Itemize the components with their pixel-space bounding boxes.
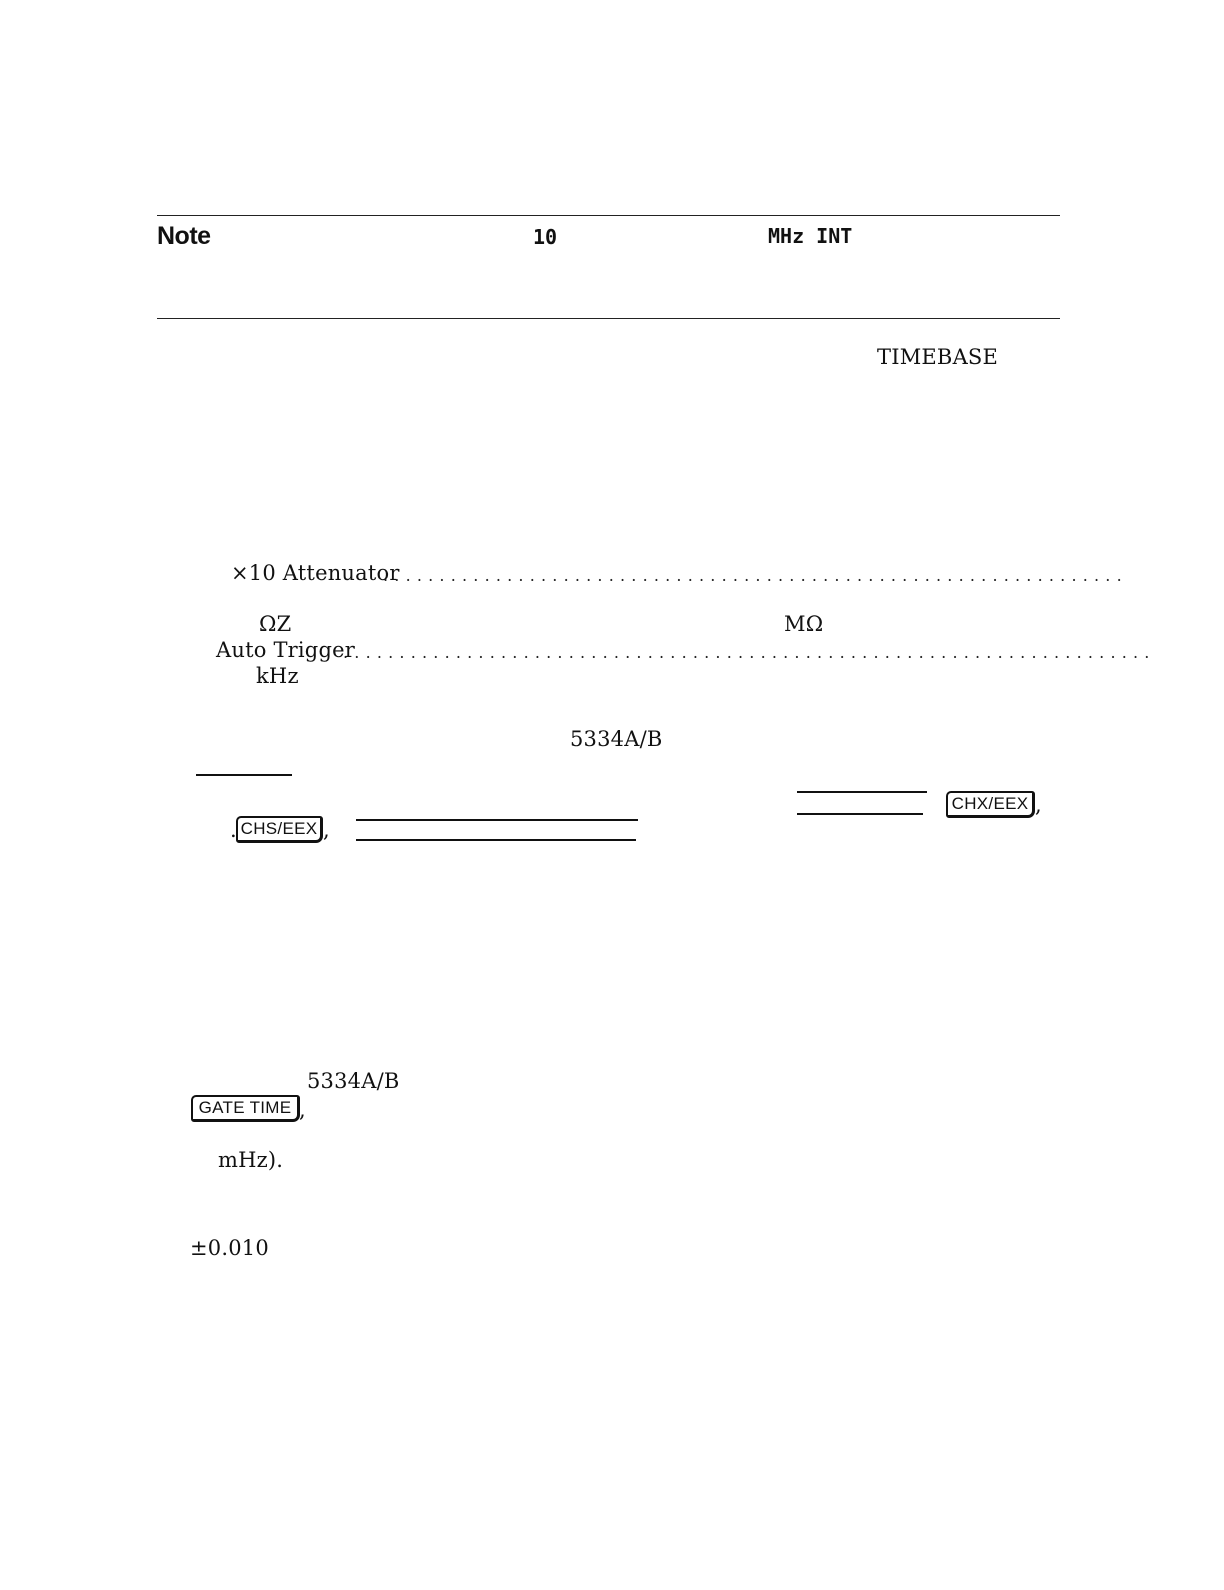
note-label: Note — [157, 222, 211, 250]
model-ref-1: 5334A/B — [570, 727, 663, 751]
mhz-fragment: mHz). — [218, 1148, 284, 1172]
tolerance-text: ±0.010 — [190, 1236, 269, 1260]
ohm-z-text: ΩZ — [259, 612, 292, 636]
note-fragment-ten: 10 — [533, 225, 558, 249]
attenuator-leader-dots: .................................................................. — [383, 566, 1128, 585]
chx-eex-key[interactable]: CHX/EEX — [946, 791, 1035, 818]
gate-time-key[interactable]: GATE TIME — [191, 1095, 300, 1122]
khz-text: kHz — [256, 664, 299, 688]
timebase-text: TIMEBASE — [877, 345, 999, 369]
underline-fragment-5 — [356, 839, 636, 841]
comma: , — [299, 1098, 306, 1122]
model-ref-2: 5334A/B — [307, 1069, 400, 1093]
auto-trigger-label: Auto Trigger — [216, 638, 355, 662]
chs-eex-key[interactable]: CHS/EEX — [236, 816, 323, 843]
underline-fragment-4 — [356, 819, 638, 821]
note-top-rule — [157, 215, 1060, 216]
underline-fragment-1 — [196, 774, 292, 776]
comma: , — [323, 818, 330, 842]
note-bottom-rule — [157, 318, 1060, 319]
comma: , — [1035, 793, 1042, 817]
dot: . — [230, 818, 237, 842]
megohm-text: MΩ — [784, 612, 824, 636]
auto-trigger-leader-dots: ........................................................................ — [343, 643, 1156, 662]
underline-fragment-3 — [797, 813, 923, 815]
note-fragment-mhz-int: MHz INT — [768, 224, 853, 248]
underline-fragment-2 — [797, 791, 927, 793]
attenuator-label: ×10 Attenuator — [231, 561, 400, 585]
